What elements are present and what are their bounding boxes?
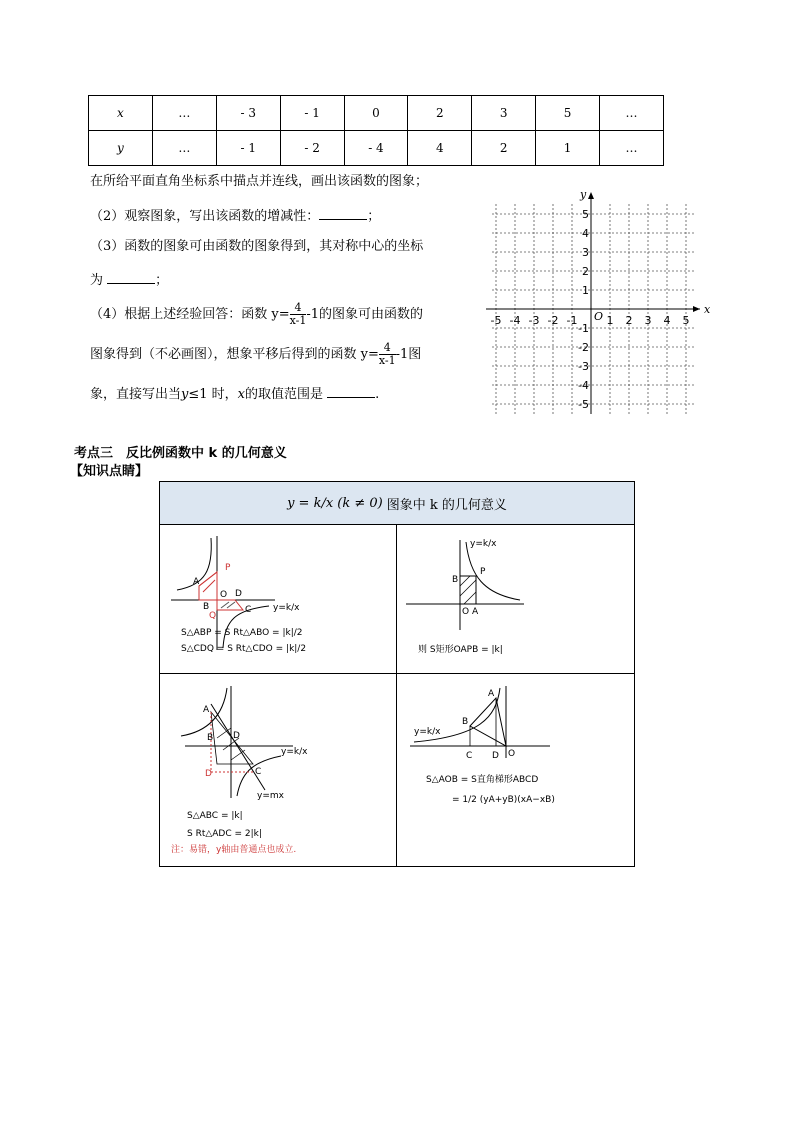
- y-tick-label: -2: [578, 341, 589, 354]
- point-label: P: [480, 567, 486, 577]
- fraction: [290, 302, 307, 327]
- shaded-triangle: [199, 572, 217, 600]
- shaded-triangle: [217, 600, 243, 610]
- var-x: x: [237, 387, 246, 402]
- hyperbola-branch: [466, 542, 520, 600]
- point-label: Q: [209, 611, 217, 621]
- table-cell: 1: [536, 131, 600, 166]
- question-4-line2: [90, 338, 421, 372]
- table-cell: - 1: [280, 96, 344, 131]
- y-tick-label: -1: [578, 322, 589, 335]
- curve-label: y=k/x: [273, 603, 300, 613]
- y-tick-label: 1: [582, 284, 589, 297]
- punctuation: ；: [367, 209, 381, 224]
- point-label: B: [207, 733, 214, 743]
- fraction-numerator: 4: [379, 342, 396, 355]
- area-formula: S Rt△ADC = 2|k|: [187, 829, 262, 839]
- area-formula: S△ABP = S Rt△ABO = |k|/2: [181, 628, 303, 638]
- cell-divider: [396, 525, 397, 866]
- point-label: B: [462, 717, 469, 727]
- question-4-prefix: （4）根据上述经验回答：函数 y=: [90, 307, 290, 322]
- line-label: y=mx: [257, 791, 284, 801]
- point-label: A: [472, 607, 479, 617]
- x-tick-label: 3: [644, 314, 652, 327]
- question-4-line3-prefix: 象，直接写出当: [90, 387, 182, 402]
- curve-label: y=k/x: [281, 747, 308, 757]
- cell3-figure: [165, 678, 393, 864]
- table-row: [89, 131, 664, 166]
- x-tick-label: 2: [625, 314, 633, 327]
- table-cell: 2: [408, 96, 472, 131]
- y-axis-arrow-icon: [588, 192, 594, 199]
- question-2-text: [90, 208, 380, 225]
- fraction-denominator: x-1: [289, 314, 307, 327]
- point-label: C: [255, 767, 262, 777]
- hatch-line: [464, 592, 476, 604]
- question-3-prefix: 为: [90, 273, 104, 288]
- y-tick-label: -3: [578, 360, 589, 373]
- y-axis-label: y: [580, 188, 587, 201]
- x-tick-label: -2: [547, 314, 559, 327]
- area-formula: S△AOB = S直角梯形ABCD: [426, 775, 539, 785]
- point-label: B: [203, 602, 210, 612]
- table-cell: …: [152, 131, 216, 166]
- table-cell: x: [89, 96, 153, 131]
- question-4-line3-suffix: 的取值范围是: [245, 387, 324, 402]
- fraction-numerator: 4: [290, 302, 307, 315]
- area-formula: S△ABC = |k|: [187, 811, 243, 821]
- point-label: D: [235, 589, 242, 599]
- table-cell: …: [599, 96, 663, 131]
- answer-blank[interactable]: [327, 386, 375, 398]
- line-y-mx: [211, 704, 265, 790]
- answer-blank[interactable]: [107, 272, 155, 284]
- section-title: 考点三 反比例函数中 k 的几何意义: [74, 446, 287, 461]
- point-label: O: [462, 607, 470, 617]
- question-4-line3: [90, 386, 379, 403]
- knowledge-table-header: [160, 482, 634, 525]
- inequality: ≤1 时，: [188, 387, 238, 402]
- punctuation: ；: [155, 273, 169, 288]
- table-cell: y: [89, 131, 153, 166]
- curve-label: y=k/x: [414, 727, 441, 737]
- x-axis-label: x: [704, 303, 711, 316]
- y-tick-label: -4: [578, 379, 589, 392]
- area-formula: = 1/2 (yA+yB)(xA−xB): [452, 795, 555, 805]
- origin-label: O: [594, 310, 604, 323]
- punctuation: .: [375, 387, 380, 402]
- question-3-line2: [90, 272, 168, 289]
- header-formula: y = k/x (k ≠ 0): [287, 495, 383, 511]
- fraction: [379, 342, 396, 367]
- var-y: y: [181, 387, 189, 402]
- table-cell: …: [152, 96, 216, 131]
- point-label: A: [193, 577, 200, 587]
- point-label: A: [203, 705, 210, 715]
- question-4-line2-suffix: -1图: [395, 347, 422, 362]
- table-cell: 3: [472, 96, 536, 131]
- table-cell: 2: [472, 131, 536, 166]
- answer-blank[interactable]: [319, 208, 367, 220]
- table-row: [89, 96, 664, 131]
- question-4-suffix: -1的图象可由函数的: [306, 307, 424, 322]
- table-cell: - 4: [344, 131, 408, 166]
- point-label: O: [220, 590, 228, 600]
- point-label: C: [466, 751, 473, 761]
- x-tick-label: 5: [682, 314, 690, 327]
- y-tick-label: 4: [582, 227, 589, 240]
- x-tick-label: -5: [490, 314, 502, 327]
- point-label: D: [233, 731, 240, 741]
- table-cell: - 1: [216, 131, 280, 166]
- point-label: P: [225, 563, 231, 573]
- x-tick-label: -4: [509, 314, 521, 327]
- x-tick-label: 4: [663, 314, 671, 327]
- point-label: D: [492, 751, 499, 761]
- y-tick-label: -5: [578, 398, 589, 411]
- question-4-line1: [90, 298, 423, 332]
- question-4-line2-prefix: 图象得到（不必画图），想象平移后得到的函数 y=: [90, 347, 379, 362]
- question-1-text: 在所给平面直角坐标系中描点并连线，画出该函数的图象；: [90, 174, 429, 189]
- xy-value-table: [88, 95, 664, 166]
- y-tick-label: 2: [582, 265, 589, 278]
- area-formula: S△CDQ = S Rt△CDO = |k|/2: [181, 644, 307, 654]
- point-label: D: [205, 769, 212, 779]
- table-cell: - 3: [216, 96, 280, 131]
- table-cell: 4: [408, 131, 472, 166]
- hatch-line: [460, 580, 476, 596]
- knowledge-table: [159, 481, 635, 867]
- point-label: O: [508, 749, 516, 759]
- row-divider: [160, 673, 634, 674]
- x-tick-label: -1: [566, 314, 578, 327]
- question-3-line1: （3）函数的图象可由函数的图象得到，其对称中心的坐标: [90, 239, 424, 254]
- cell4-figure: [400, 678, 630, 864]
- table-cell: …: [599, 131, 663, 166]
- table-cell: - 2: [280, 131, 344, 166]
- y-tick-label: 3: [582, 246, 589, 259]
- point-label: C: [245, 605, 252, 615]
- coordinate-grid: [482, 188, 714, 420]
- point-label: A: [488, 689, 495, 699]
- x-tick-label: 1: [606, 314, 614, 327]
- header-text: 图象中 k 的几何意义: [386, 497, 507, 513]
- table-cell: 0: [344, 96, 408, 131]
- curve-label: y=k/x: [470, 539, 497, 549]
- section-subtitle: 【知识点睛】: [70, 464, 149, 479]
- cell2-figure: [400, 530, 630, 670]
- table-cell: 5: [536, 96, 600, 131]
- cell1-figure: [165, 530, 393, 670]
- area-formula: 则 S矩形OAPB = |k|: [418, 645, 503, 655]
- note-text: 注：易错，y轴由普通点也成立.: [171, 845, 297, 855]
- y-tick-label: 5: [582, 208, 589, 221]
- x-tick-label: -3: [528, 314, 540, 327]
- fraction-denominator: x-1: [378, 354, 396, 367]
- point-label: B: [452, 575, 459, 585]
- question-2-label: （2）观察图象，写出该函数的增减性：: [90, 209, 320, 224]
- x-axis-arrow-icon: [693, 306, 700, 312]
- triangle-aob: [470, 698, 506, 746]
- hatch-line: [460, 576, 470, 586]
